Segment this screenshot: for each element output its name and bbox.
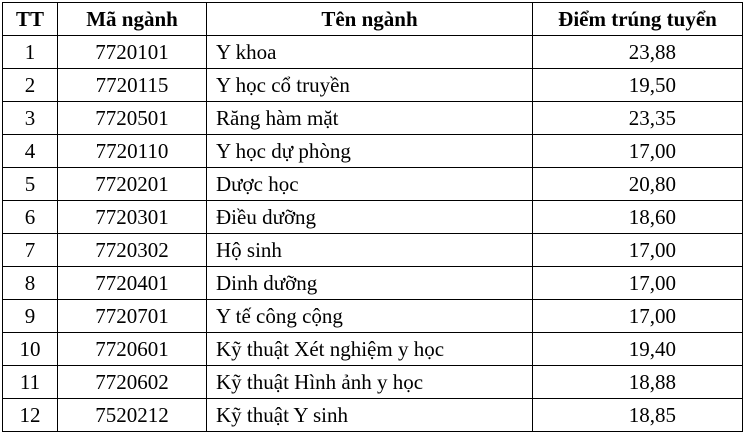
cell-major-name: Kỹ thuật Xét nghiệm y học bbox=[207, 333, 533, 366]
cell-score: 23,35 bbox=[533, 102, 743, 135]
table-row bbox=[3, 399, 743, 432]
table-row bbox=[3, 102, 743, 135]
cell-score: 18,85 bbox=[533, 399, 743, 432]
cell-score: 17,00 bbox=[533, 267, 743, 300]
table-row bbox=[3, 36, 743, 69]
cell-major-name: Răng hàm mặt bbox=[207, 102, 533, 135]
table-row bbox=[3, 234, 743, 267]
cell-tt: 6 bbox=[3, 201, 58, 234]
cell-major-name: Điều dưỡng bbox=[207, 201, 533, 234]
cell-score: 23,88 bbox=[533, 36, 743, 69]
cell-major-code: 7720101 bbox=[58, 36, 207, 69]
cell-score: 19,50 bbox=[533, 69, 743, 102]
cell-major-code: 7720701 bbox=[58, 300, 207, 333]
cell-major-code: 7720302 bbox=[58, 234, 207, 267]
cell-tt: 12 bbox=[3, 399, 58, 432]
cell-major-code: 7720201 bbox=[58, 168, 207, 201]
cell-major-name: Dược học bbox=[207, 168, 533, 201]
cell-tt: 2 bbox=[3, 69, 58, 102]
header-tt: TT bbox=[3, 3, 58, 36]
cell-major-code: 7720115 bbox=[58, 69, 207, 102]
cell-major-name: Dinh dưỡng bbox=[207, 267, 533, 300]
cell-score: 19,40 bbox=[533, 333, 743, 366]
cell-tt: 4 bbox=[3, 135, 58, 168]
table-row bbox=[3, 366, 743, 399]
cell-major-code: 7720501 bbox=[58, 102, 207, 135]
cell-major-code: 7720110 bbox=[58, 135, 207, 168]
table-row bbox=[3, 168, 743, 201]
cell-major-code: 7720401 bbox=[58, 267, 207, 300]
cell-score: 20,80 bbox=[533, 168, 743, 201]
cell-tt: 8 bbox=[3, 267, 58, 300]
cell-major-name: Y học dự phòng bbox=[207, 135, 533, 168]
cell-score: 18,60 bbox=[533, 201, 743, 234]
cell-major-name: Y học cổ truyền bbox=[207, 69, 533, 102]
table-row bbox=[3, 300, 743, 333]
header-major-name: Tên ngành bbox=[207, 3, 533, 36]
cell-tt: 5 bbox=[3, 168, 58, 201]
table-row bbox=[3, 267, 743, 300]
cell-major-name: Kỹ thuật Hình ảnh y học bbox=[207, 366, 533, 399]
table-row bbox=[3, 135, 743, 168]
header-admission-score: Điểm trúng tuyển bbox=[533, 3, 743, 36]
table-row bbox=[3, 69, 743, 102]
cell-tt: 9 bbox=[3, 300, 58, 333]
cell-tt: 10 bbox=[3, 333, 58, 366]
cell-tt: 1 bbox=[3, 36, 58, 69]
header-major-code: Mã ngành bbox=[58, 3, 207, 36]
cell-major-name: Y tế công cộng bbox=[207, 300, 533, 333]
table-header-row bbox=[3, 3, 743, 36]
cell-score: 18,88 bbox=[533, 366, 743, 399]
cell-major-code: 7720601 bbox=[58, 333, 207, 366]
cell-major-code: 7520212 bbox=[58, 399, 207, 432]
admission-scores-table bbox=[2, 2, 743, 432]
cell-tt: 3 bbox=[3, 102, 58, 135]
cell-tt: 7 bbox=[3, 234, 58, 267]
cell-score: 17,00 bbox=[533, 135, 743, 168]
cell-major-name: Y khoa bbox=[207, 36, 533, 69]
cell-major-name: Kỹ thuật Y sinh bbox=[207, 399, 533, 432]
cell-score: 17,00 bbox=[533, 234, 743, 267]
cell-major-name: Hộ sinh bbox=[207, 234, 533, 267]
table-row bbox=[3, 333, 743, 366]
cell-score: 17,00 bbox=[533, 300, 743, 333]
cell-tt: 11 bbox=[3, 366, 58, 399]
cell-major-code: 7720301 bbox=[58, 201, 207, 234]
cell-major-code: 7720602 bbox=[58, 366, 207, 399]
table-row bbox=[3, 201, 743, 234]
